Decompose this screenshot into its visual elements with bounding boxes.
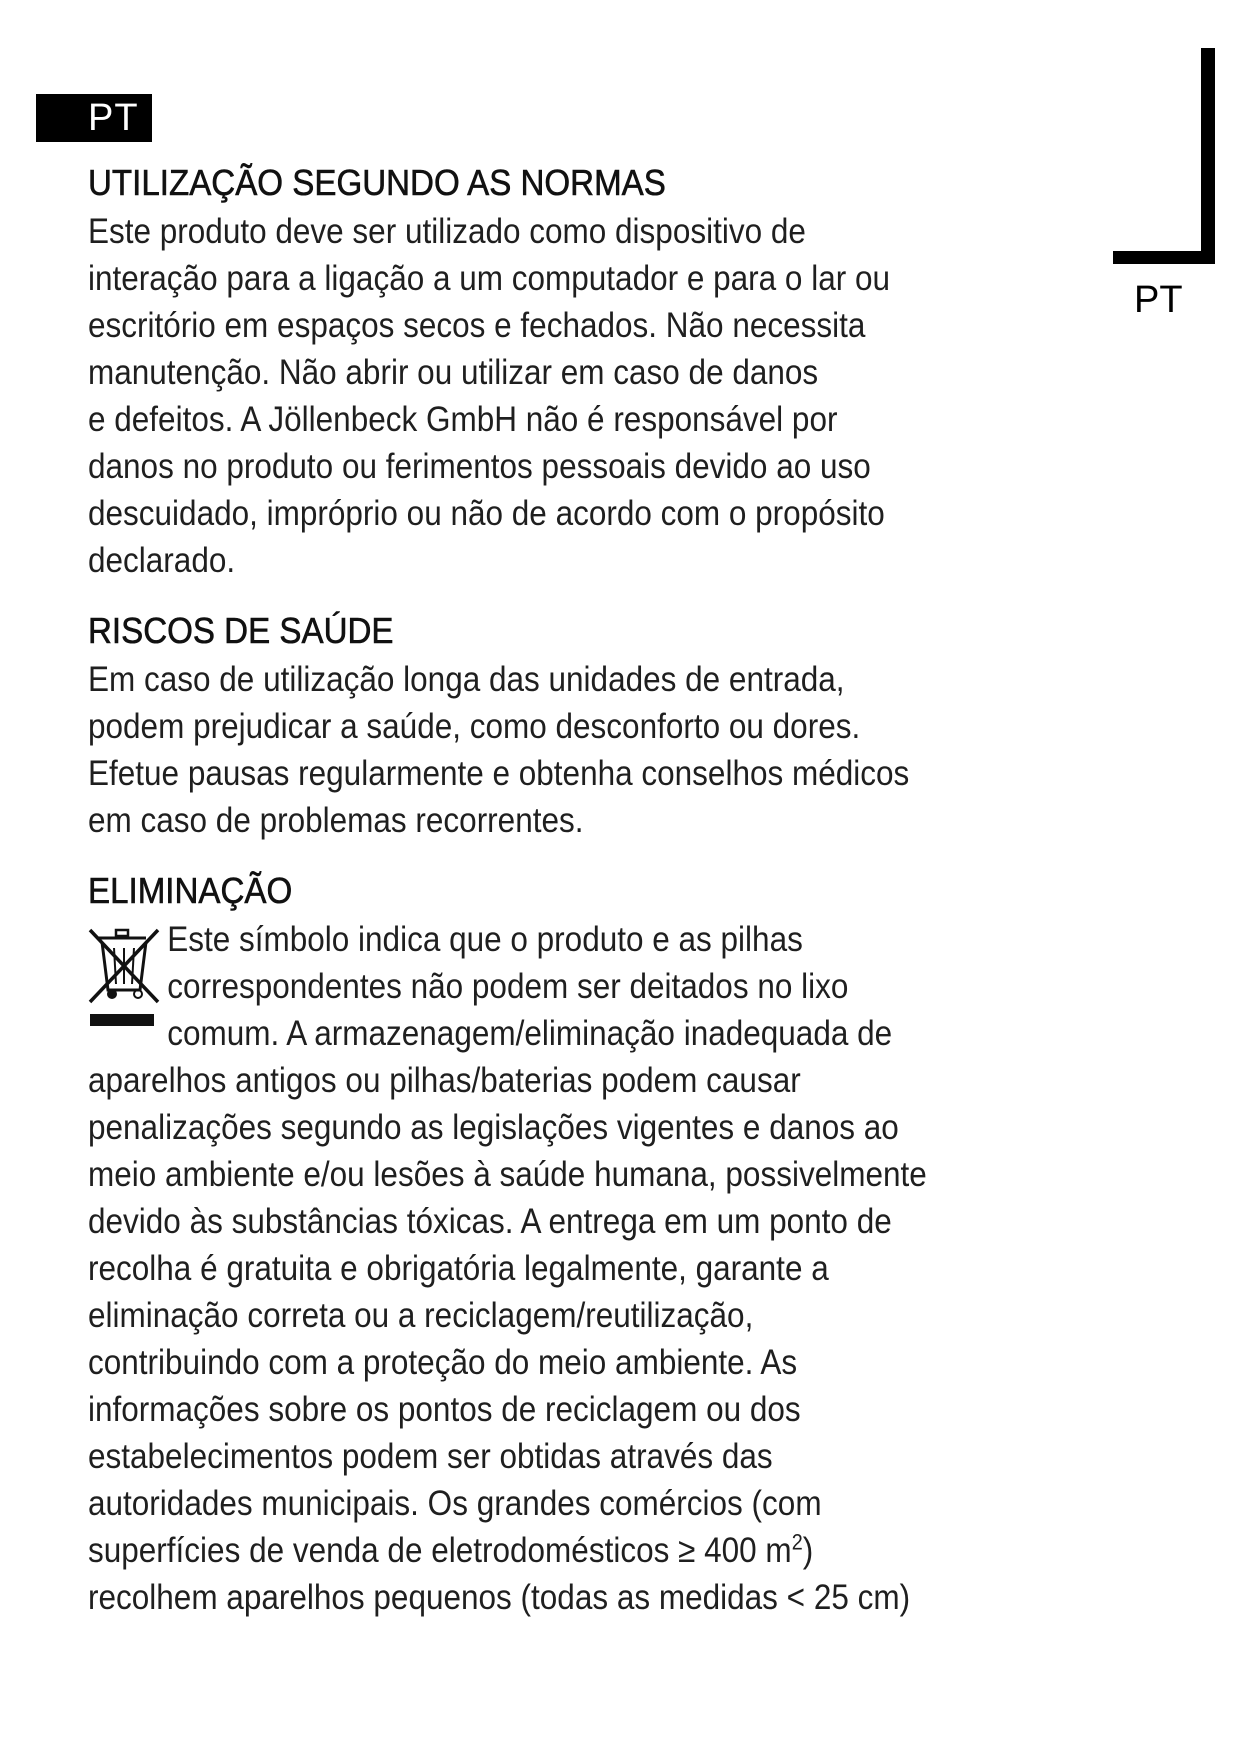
- corner-mark-horizontal: [1113, 251, 1215, 264]
- document-body: [88, 158, 1068, 1621]
- disposal-text-area-line: [88, 1527, 1069, 1574]
- section-title-intended-use: UTILIZAÇÃO SEGUNDO AS NORMAS: [88, 162, 666, 203]
- section-health-risks: [88, 606, 1068, 844]
- section-disposal: [88, 866, 1068, 1621]
- corner-mark-vertical: [1201, 48, 1215, 264]
- disposal-area-superscript: 2: [791, 1529, 803, 1555]
- disposal-text-continued: aparelhos antigos ou pilhas/baterias podem causar penalizações segundo as legislações vigentes e danos ao meio ambiente e/ou lesões à saúde humana, possivelmente devido às substâncias tóxicas. A entrega em um ponto de recolha é gratuita e obrigatória legalmente, garante a eliminação correta ou a reciclagem/reutilização, contribuindo com a proteção do meio ambiente. As informações sobre os pontos de reciclagem ou dos estabelecimentos podem ser obtidas através das autoridades municipais. Os grandes comércios (com: [88, 1061, 927, 1523]
- section-title-health-risks: RISCOS DE SAÚDE: [88, 610, 394, 651]
- corner-language-label: PT: [1134, 279, 1183, 321]
- language-tag: PT: [36, 94, 152, 142]
- section-text-intended-use: Este produto deve ser utilizado como dispositivo de interação para a ligação a um computador e para o lar ou escritório em espaços secos e fechados. Não necessita manutenção. Não abrir ou utilizar em caso de danos e defeitos. A Jöllenbeck GmbH não é responsável por danos no produto ou ferimentos pessoais devido ao uso descuidado, impróprio ou não de acordo com o propósito declarado.: [88, 212, 890, 580]
- section-intended-use: [88, 158, 1068, 584]
- section-title-disposal: ELIMINAÇÃO: [88, 870, 293, 911]
- disposal-text-last: recolhem aparelhos pequenos (todas as medidas < 25 cm): [88, 1578, 911, 1617]
- disposal-text-indented: Este símbolo indica que o produto e as pilhas correspondentes não podem ser deitados no lixo comum. A armazenagem/eliminação inadequada de: [167, 920, 893, 1053]
- disposal-block: [88, 916, 1068, 1621]
- section-text-health-risks: Em caso de utilização longa das unidades de entrada, podem prejudicar a saúde, como desconforto ou dores. Efetue pausas regularmente e obtenha conselhos médicos em caso de problemas recorrentes.: [88, 660, 910, 840]
- disposal-area-suffix: ): [802, 1531, 814, 1570]
- disposal-area-prefix: superfícies de venda de eletrodomésticos ≥ 400 m: [88, 1531, 792, 1570]
